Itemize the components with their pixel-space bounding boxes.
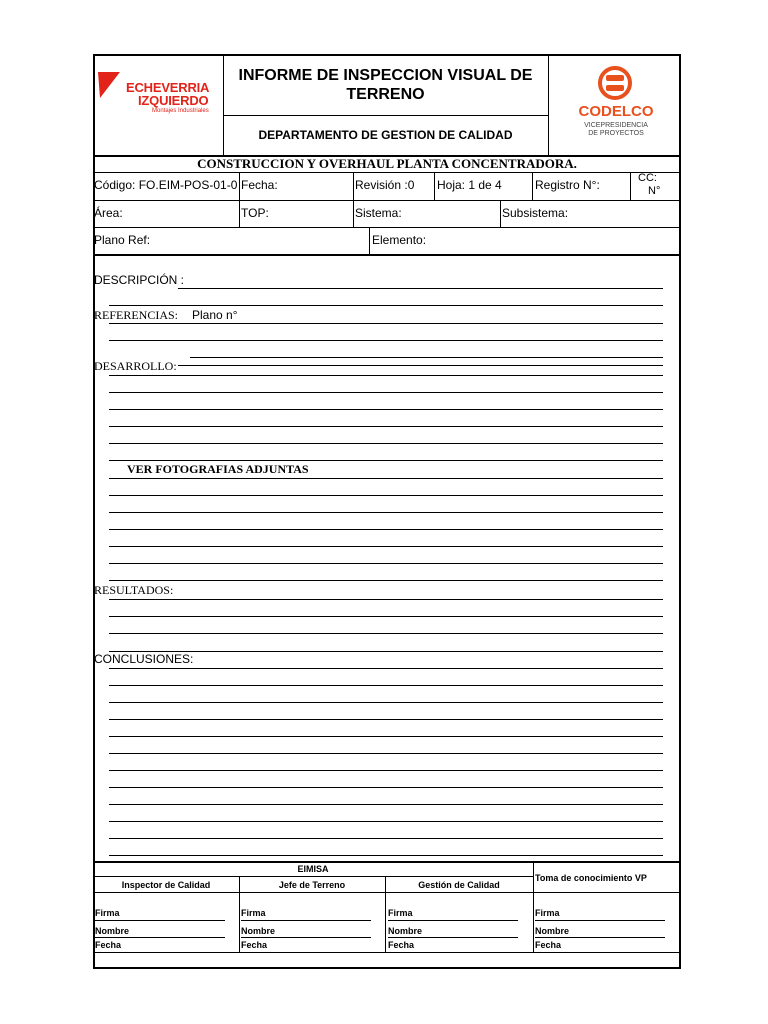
sistema-field[interactable]: Sistema:	[355, 206, 402, 220]
registro-field[interactable]: Registro N°:	[535, 178, 600, 192]
writing-line[interactable]	[109, 599, 663, 600]
toma-conocimiento-label: Toma de conocimiento VP	[535, 873, 647, 883]
inspector-calidad-label: Inspector de Calidad	[121, 880, 211, 890]
codelco-sub1: VICEPRESIDENCIA	[584, 122, 648, 129]
col-line	[532, 172, 533, 200]
writing-line[interactable]	[109, 478, 663, 479]
writing-line[interactable]	[109, 616, 663, 617]
desarrollo-label: DESARROLLO:	[94, 359, 177, 373]
header-divider-right	[548, 54, 549, 155]
signature-line	[93, 892, 681, 893]
subsistema-field[interactable]: Subsistema:	[502, 206, 569, 220]
writing-line[interactable]	[109, 426, 663, 427]
signature-line	[93, 876, 533, 877]
writing-line[interactable]	[109, 546, 663, 547]
writing-line[interactable]	[109, 821, 663, 822]
firma-line[interactable]	[388, 920, 518, 921]
header-divider-mid	[223, 115, 548, 116]
col-line	[434, 172, 435, 200]
writing-line[interactable]	[109, 460, 663, 461]
firma-line[interactable]	[95, 920, 225, 921]
signature-bottom-line	[93, 952, 681, 953]
writing-line[interactable]	[109, 787, 663, 788]
fecha-label: Fecha	[241, 940, 268, 950]
codelco-logo	[560, 64, 672, 144]
writing-line[interactable]	[109, 633, 663, 634]
writing-line[interactable]	[109, 305, 663, 306]
col-line	[353, 172, 354, 200]
plano-ref-field[interactable]: Plano Ref:	[94, 233, 151, 247]
signature-col-line	[533, 861, 534, 953]
codelco-text: CODELCO	[578, 103, 654, 120]
plano-n-label: Plano n°	[192, 308, 238, 322]
conclusiones-label: CONCLUSIONES:	[94, 652, 194, 666]
writing-line[interactable]	[109, 668, 663, 669]
fecha-label: Fecha	[388, 940, 415, 950]
writing-line[interactable]	[109, 512, 663, 513]
nombre-label: Nombre	[241, 926, 276, 936]
col-line	[239, 172, 240, 200]
writing-line[interactable]	[109, 580, 663, 581]
nombre-line[interactable]	[535, 937, 665, 938]
nombre-label: Nombre	[388, 926, 423, 936]
logo-text-izquierdo: IZQUIERDO	[138, 93, 209, 108]
area-field[interactable]: Área:	[94, 206, 123, 220]
writing-line[interactable]	[109, 409, 663, 410]
row-line-5	[93, 254, 681, 256]
form-title: INFORME DE INSPECCION VISUAL DE TERRENO	[238, 67, 533, 103]
cc-field[interactable]: CC:	[638, 172, 657, 184]
writing-line[interactable]	[109, 651, 663, 652]
hoja-field[interactable]: Hoja: 1 de 4	[437, 178, 502, 192]
nombre-label: Nombre	[95, 926, 130, 936]
writing-line[interactable]	[109, 563, 663, 564]
writing-line[interactable]	[109, 340, 663, 341]
nombre-label: Nombre	[535, 926, 570, 936]
cc-number-field[interactable]: N°	[648, 185, 661, 197]
writing-line[interactable]	[109, 323, 663, 324]
nombre-line[interactable]	[95, 937, 225, 938]
firma-label: Firma	[95, 908, 120, 918]
eimisa-label: EIMISA	[297, 864, 329, 874]
echeverria-izquierdo-logo	[98, 70, 220, 120]
firma-label: Firma	[241, 908, 266, 918]
writing-line[interactable]	[109, 529, 663, 530]
top-field[interactable]: TOP:	[241, 206, 269, 220]
referencias-label: REFERENCIAS:	[94, 308, 179, 322]
row-line-2	[93, 172, 681, 173]
department-title: DEPARTAMENTO DE GESTION DE CALIDAD	[258, 128, 513, 142]
codigo-field[interactable]: Código: FO.EIM-POS-01-0	[94, 178, 238, 192]
writing-line[interactable]	[109, 736, 663, 737]
writing-line[interactable]	[109, 375, 663, 376]
signature-top-line	[93, 861, 681, 863]
row-line-3	[93, 200, 681, 201]
firma-line[interactable]	[241, 920, 371, 921]
jefe-terreno-label: Jefe de Terreno	[278, 880, 346, 890]
logo-text-echeverria: ECHEVERRIA	[126, 80, 210, 95]
nombre-line[interactable]	[241, 937, 371, 938]
writing-line[interactable]	[109, 685, 663, 686]
writing-line[interactable]	[109, 392, 663, 393]
col-line	[500, 200, 501, 227]
gestion-calidad-label: Gestión de Calidad	[418, 880, 500, 890]
writing-line[interactable]	[109, 702, 663, 703]
logo-text-montajes: Montajes Industriales	[152, 108, 209, 114]
desarrollo-line[interactable]	[178, 365, 663, 366]
writing-line[interactable]	[109, 719, 663, 720]
col-line	[630, 172, 631, 200]
firma-label: Firma	[388, 908, 413, 918]
col-line	[239, 200, 240, 227]
fecha-field[interactable]: Fecha:	[241, 178, 278, 192]
revision-field[interactable]: Revisión :0	[355, 178, 415, 192]
project-title: CONSTRUCCION Y OVERHAUL PLANTA CONCENTRADORA.	[197, 156, 577, 171]
ei-logo-mark-icon	[98, 72, 122, 100]
firma-line[interactable]	[535, 920, 665, 921]
writing-line[interactable]	[109, 753, 663, 754]
codelco-sub2: DE PROYECTOS	[588, 130, 644, 137]
writing-line[interactable]	[109, 770, 663, 771]
firma-label: Firma	[535, 908, 560, 918]
resultados-label: RESULTADOS:	[94, 583, 174, 597]
descripcion-label: DESCRIPCIÓN :	[94, 273, 185, 287]
writing-line[interactable]	[109, 804, 663, 805]
ver-fotografias-label: VER FOTOGRAFIAS ADJUNTAS	[127, 462, 309, 476]
fecha-label: Fecha	[95, 940, 122, 950]
elemento-field[interactable]: Elemento:	[372, 233, 427, 247]
col-line	[353, 200, 354, 227]
row-line-4	[93, 227, 681, 228]
writing-line[interactable]	[190, 357, 663, 358]
writing-line[interactable]	[109, 838, 663, 839]
writing-line[interactable]	[109, 443, 663, 444]
codelco-emblem-icon	[595, 66, 635, 100]
writing-line[interactable]	[109, 855, 663, 856]
descripcion-line[interactable]	[178, 288, 663, 289]
nombre-line[interactable]	[388, 937, 518, 938]
writing-line[interactable]	[109, 495, 663, 496]
col-line	[369, 227, 370, 254]
fecha-label: Fecha	[535, 940, 562, 950]
